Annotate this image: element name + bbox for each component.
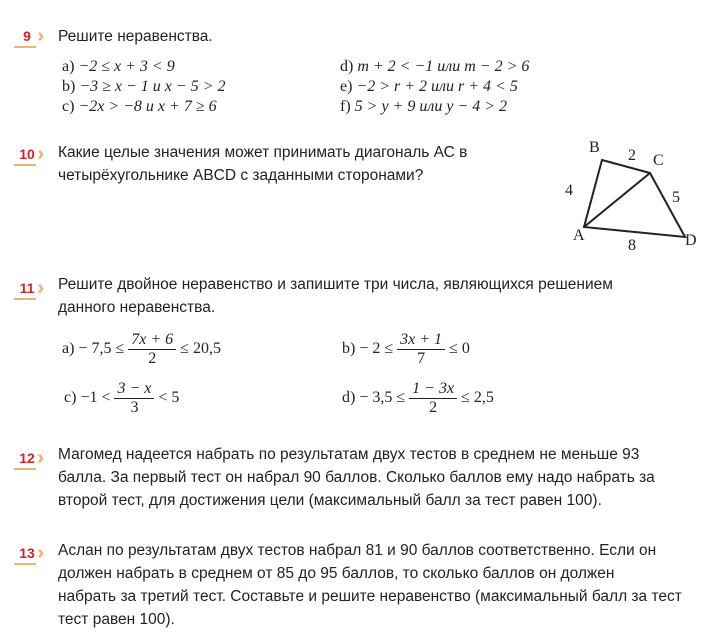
svg-text:D: D xyxy=(685,232,697,249)
chevron-icon: ›› xyxy=(37,277,39,299)
item-d: d) − 3,5 ≤ $\frac{1 - 3x}{2}$ ≤ 2,5 xyxy=(342,380,494,416)
svg-text:5: 5 xyxy=(672,189,680,206)
item-a: a) −2 ≤ x + 3 < 9 xyxy=(62,58,175,75)
problem-text: Магомед надеется набрать по результатам двух тестов в среднем не меньше 93 балла. За первый тест он набрал 90 баллов. Сколько баллов ему надо набрать за второй тест, для достижения цели (максимальный балл за тест равен 100). xyxy=(58,446,655,509)
chevron-icon: ›› xyxy=(37,542,39,564)
problem-number-badge: 12 ›› xyxy=(14,449,54,471)
quadrilateral-figure xyxy=(540,130,720,250)
item-e: e) −2 > r + 2 или r + 4 < 5 xyxy=(340,78,518,95)
problem-number-badge: 11 ›› xyxy=(14,279,54,301)
item-c: c) −1 < $\frac{3 - x}{3}$ < 5 xyxy=(64,380,180,416)
problem-text: Какие целые значения может принимать диагональ АС в четырёхугольнике ABCD с заданными сторонами? xyxy=(58,144,468,184)
svg-text:8: 8 xyxy=(628,237,636,250)
svg-text:B: B xyxy=(589,139,600,156)
svg-text:A: A xyxy=(573,227,585,244)
item-f: f) 5 > y + 9 или y − 4 > 2 xyxy=(340,98,508,115)
chevron-icon: ›› xyxy=(37,25,39,47)
item-a: a) − 7,5 ≤ $\frac{7x + 6}{2}$ ≤ 20,5 xyxy=(62,331,221,367)
item-c: c) −2x > −8 и x + 7 ≥ 6 xyxy=(62,98,217,115)
problem-number-badge: 10 ›› xyxy=(14,145,54,167)
problem-text: Решите неравенства. xyxy=(58,28,213,45)
svg-text:4: 4 xyxy=(565,182,573,199)
item-d: d) m + 2 < −1 или m − 2 > 6 xyxy=(340,58,530,75)
problem-number-badge: 13 ›› xyxy=(14,544,54,566)
chevron-icon: ›› xyxy=(37,143,39,165)
chevron-icon: ›› xyxy=(37,447,39,469)
svg-text:C: C xyxy=(653,152,664,169)
problem-text: Решите двойное неравенство и запишите три числа, являющихся решением данного неравенства. xyxy=(58,276,613,316)
item-b: b) −3 ≥ x − 1 и x − 5 > 2 xyxy=(62,78,226,95)
item-b: b) − 2 ≤ $\frac{3x + 1}{7}$ ≤ 0 xyxy=(342,331,470,367)
svg-text:2: 2 xyxy=(628,147,636,164)
problem-text: Аслан по результатам двух тестов набрал 81 и 90 баллов соответственно. Если он должен набрать в среднем от 85 до 95 баллов, то сколько баллов он должен набрать за третий тест. Составьте и решите неравенство (максимальный балл за тест тест равен 100). xyxy=(58,542,682,628)
problem-number-badge: 9 ›› xyxy=(14,27,54,49)
